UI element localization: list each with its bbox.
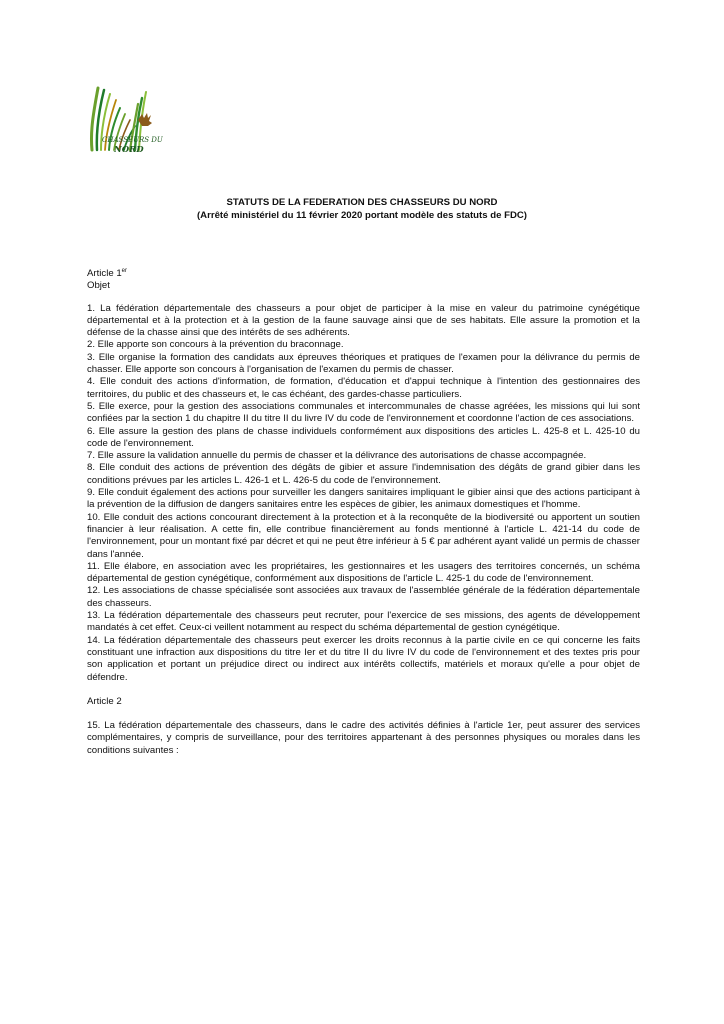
paragraph: 6. Elle assure la gestion des plans de chasse individuels conformément aux dispositions des articles L. 425-8 et L. 425-10 du code de l'environnement.	[87, 425, 640, 449]
article-1-subtitle: Objet	[87, 280, 110, 292]
paragraph: 2. Elle apporte son concours à la prévention du braconnage.	[87, 339, 344, 351]
paragraph: 11. Elle élabore, en association avec les propriétaires, les gestionnaires et les usagers des territoires concernés, un schéma départemental de gestion cynégétique, conformément aux dispositions de l'article L. 425-1 du code de l'environnement.	[87, 560, 640, 585]
paragraph: 1. La fédération départementale des chasseurs a pour objet de participer à la mise en valeur du patrimoine cynégétique départemental et à la protection et à la gestion de la faune sauvage ainsi que de ses habitats. Elle assure la promotion et la défense de la chasse ainsi que des intérêts de ses adhérents.	[87, 302, 640, 339]
title-line-2: (Arrêté ministériel du 11 février 2020 portant modèle des statuts de FDC)	[196, 210, 528, 221]
article-2-heading: Article 2	[87, 695, 122, 707]
paragraph: 12. Les associations de chasse spécialisée sont associées aux travaux de l'assemblée générale de la fédération départementale des chasseurs.	[87, 585, 640, 609]
paragraph: 15. La fédération départementale des chasseurs, dans le cadre des activités définies à l'article 1er, peut assurer des services complémentaires, y compris de surveillance, pour des territoires appartenant à des personnes physiques ou morales dans les conditions suivantes :	[87, 720, 640, 756]
paragraph: 7. Elle assure la validation annuelle du permis de chasser et la délivrance des autorisations de chasse accompagnée.	[87, 450, 587, 462]
svg-text:NORD: NORD	[114, 145, 144, 155]
document-title	[80, 196, 644, 222]
paragraph: 9. Elle conduit également des actions pour surveiller les dangers sanitaires impliquant le gibier ainsi que des actions participant à la prévention de la diffusion de dangers sanitaires entre les espèces de gibier, les animaux domestiques et l'homme.	[87, 487, 640, 511]
paragraph: 13. La fédération départementale des chasseurs peut recruter, pour l'exercice de ses missions, des agents de développement mandatés à cet effet. Ceux-ci veillent notamment au respect du schéma départemental de gestion cynégétique.	[87, 610, 640, 634]
paragraph: 14. La fédération départementale des chasseurs peut exercer les droits reconnus à la partie civile en ce qui concerne les faits constituant une infraction aux dispositions du titre Ier et du titre II du livre IV du code de l'environnement et des textes pris pour son application et portant un préjudice direct ou indirect aux intérêts collectifs, matériels et moraux qu'elle a pour objet de défendre.	[87, 634, 640, 683]
chasseurs-du-nord-logo	[80, 80, 175, 160]
paragraph: 8. Elle conduit des actions de prévention des dégâts de gibier et assure l'indemnisation des dégâts de grand gibier dans les conditions prévues par les articles L. 426-1 et L. 426-5 du code de l'environnement.	[87, 462, 640, 486]
title-line-1: STATUTS DE LA FEDERATION DES CHASSEURS DU NORD	[226, 197, 498, 208]
svg-text:CHASSEURS DU: CHASSEURS DU	[102, 136, 163, 144]
paragraph: 4. Elle conduit des actions d'information, de formation, d'éducation et d'appui technique à l'intention des gestionnaires des territoires, du public et des chasseurs et, le cas échéant, des gardes-chasse particuliers.	[87, 376, 640, 400]
document-body	[87, 268, 640, 757]
paragraph: 3. Elle organise la formation des candidats aux épreuves théoriques et pratiques de l'examen pour la délivrance du permis de chasser. Elle apporte son concours à l'organisation de l'examen du permis de chasser.	[87, 351, 640, 376]
paragraph: 5. Elle exerce, pour la gestion des associations communales et intercommunales de chasse agréées, les missions qui lui sont confiées par la section 1 du chapitre II du titre II du livre IV du code de l'environnement et coordonne l'action de ces associations.	[87, 400, 640, 425]
article-1-heading: Article 1er	[87, 267, 127, 279]
paragraph: 10. Elle conduit des actions concourant directement à la protection et à la reconquête de la biodiversité ou apportent un soutien financier à leur réalisation. A cette fin, elle contribue financièrement au fonds mentionné à l'article L. 421-14 du code de l'environnement, pour un montant fixé par décret et qui ne peut être inférieur à 5 € par adhérent ayant validé un permis de chasser dans l'année.	[87, 511, 640, 560]
